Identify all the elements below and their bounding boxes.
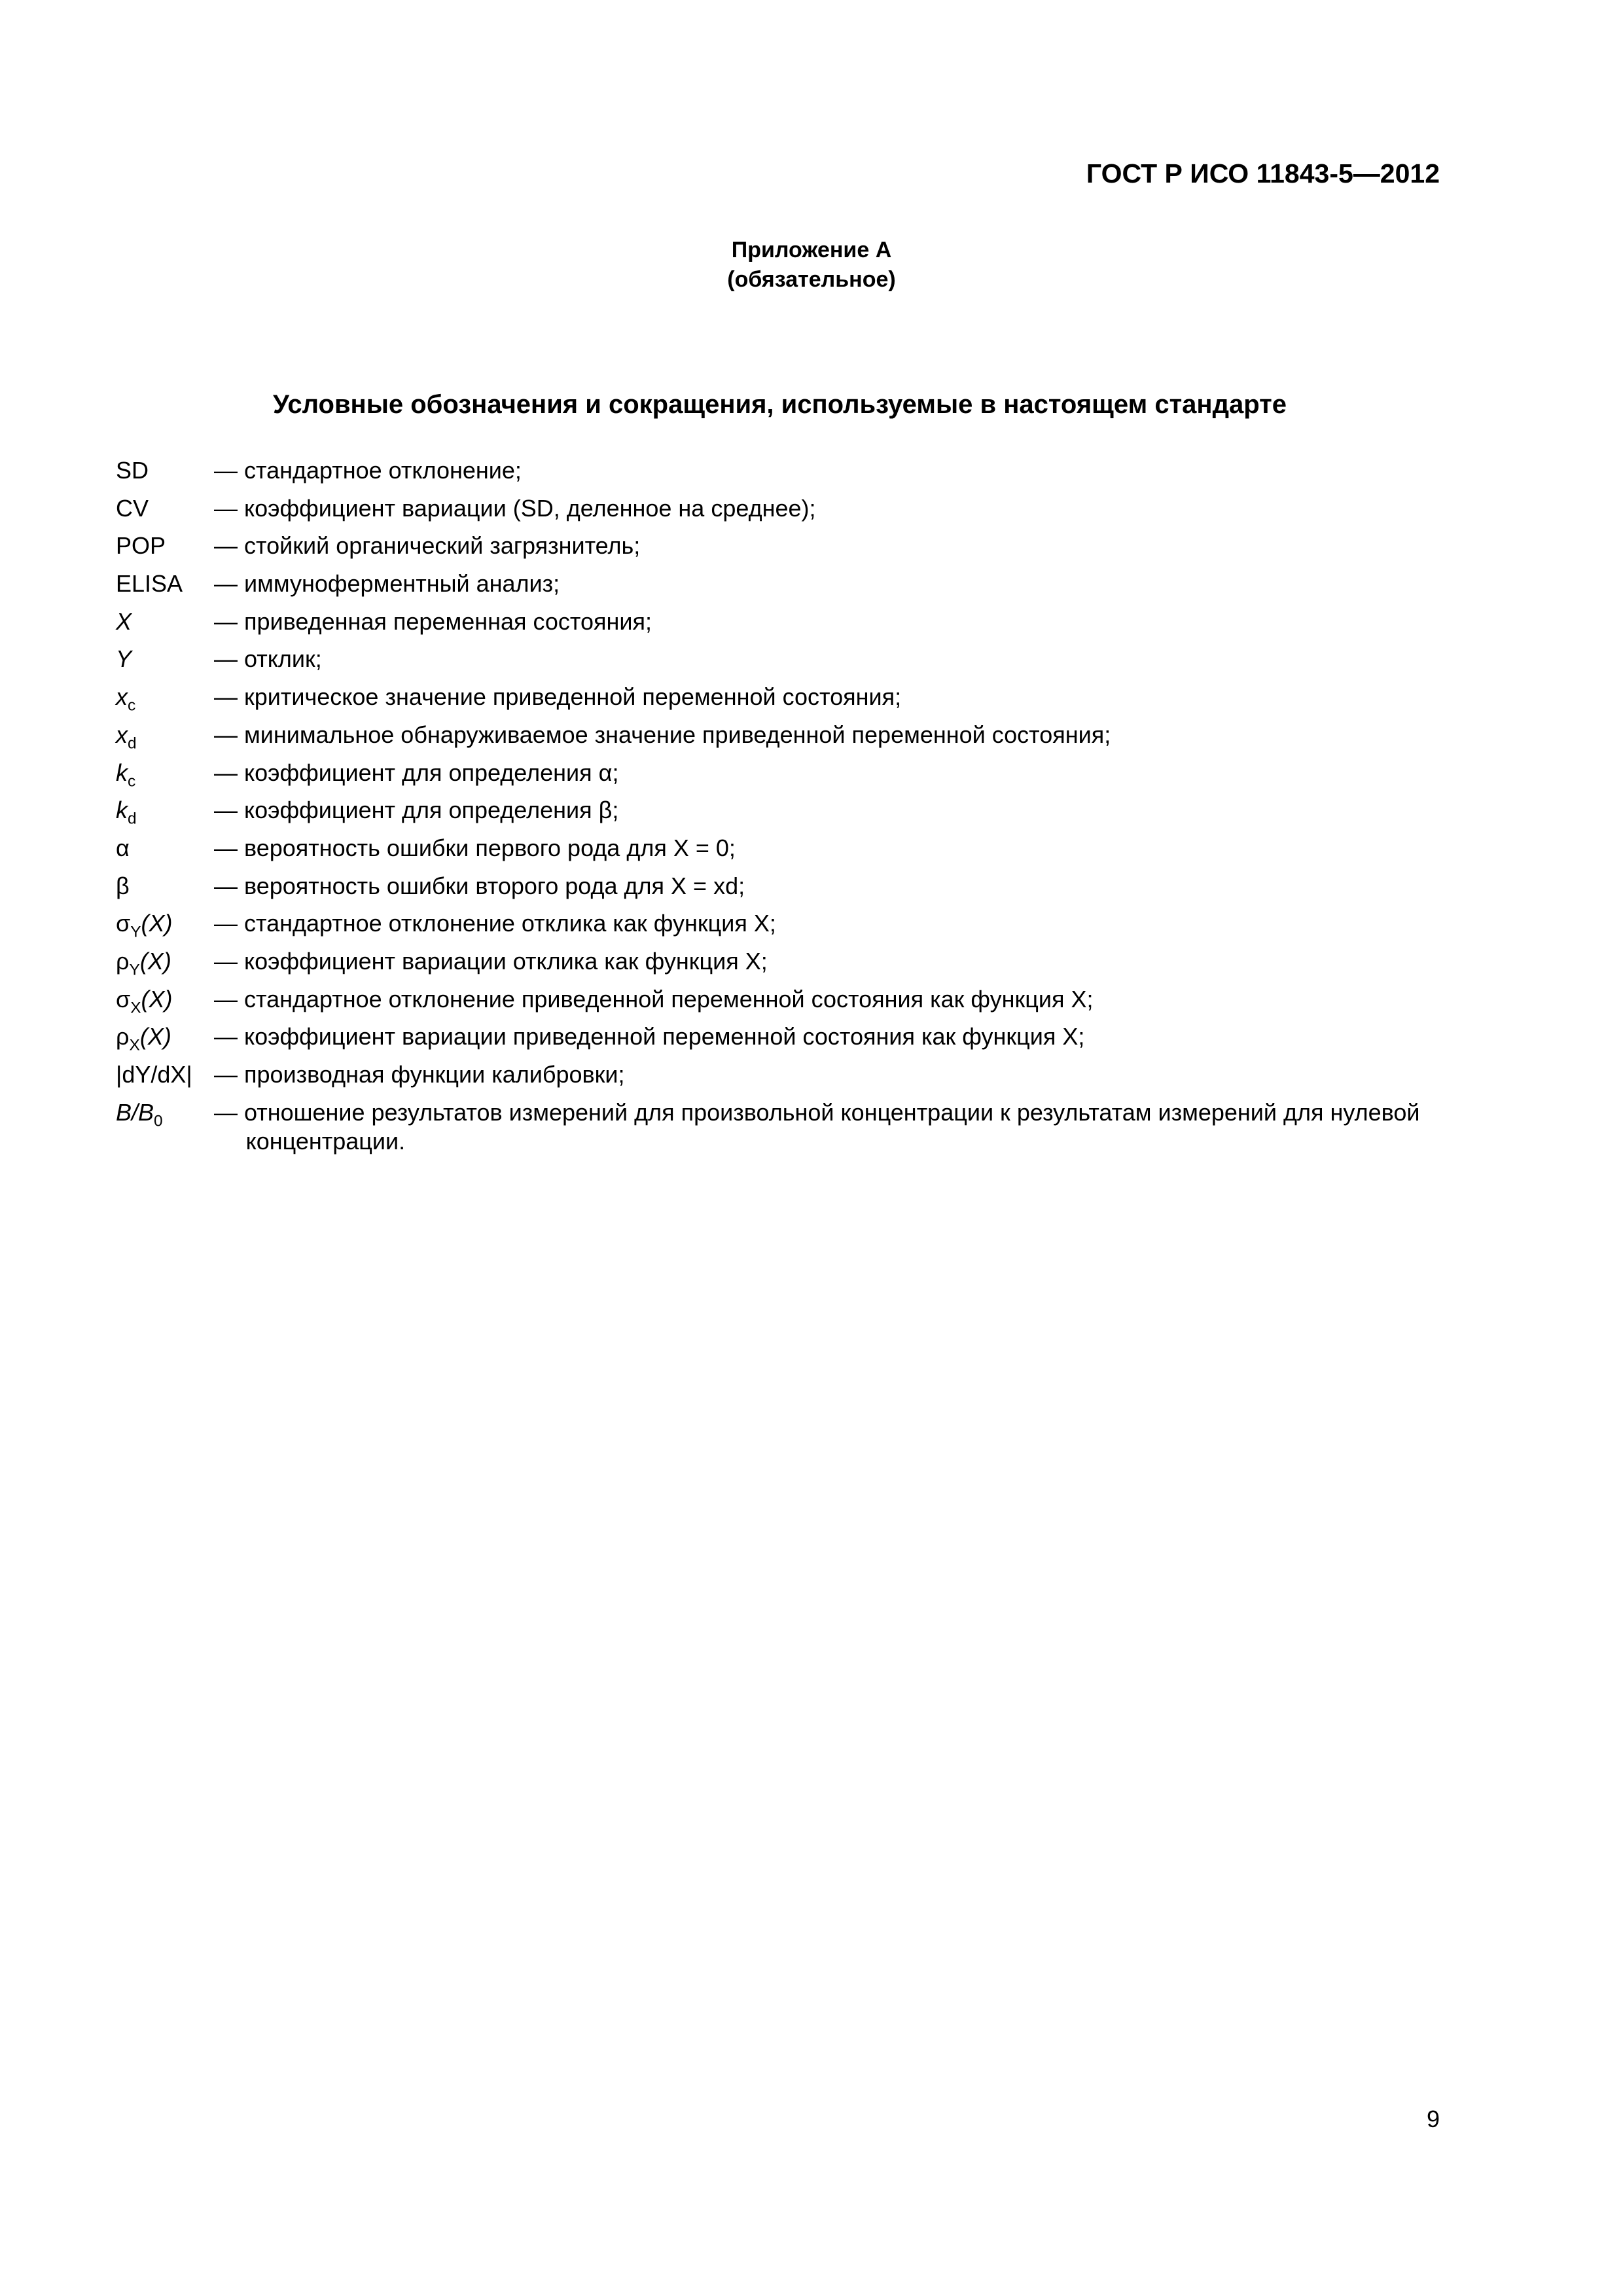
symbol-base: Y	[116, 645, 132, 673]
symbol	[116, 683, 214, 715]
symbol-base: B/B	[116, 1098, 154, 1126]
symbol-subscript: d	[128, 734, 137, 753]
symbol-description: — стандартное отклонение отклика как функция X;	[214, 910, 776, 937]
symbol	[116, 645, 214, 673]
list-item	[116, 1060, 1457, 1098]
symbol-description: — иммуноферментный анализ;	[214, 570, 560, 598]
symbol-description: — вероятность ошибки первого рода для X = 0;	[214, 834, 736, 861]
symbol-description: — коэффициент вариации приведенной переменной состояния как функция X;	[214, 1023, 1085, 1050]
page-number: 9	[1426, 2106, 1440, 2132]
symbol-description: — стойкий органический загрязнитель;	[214, 532, 641, 560]
list-item	[116, 796, 1457, 834]
symbol-description: — производная функции калибровки;	[214, 1061, 625, 1088]
symbol: ELISA	[116, 570, 183, 598]
symbol-subscript: d	[128, 810, 137, 828]
symbol	[116, 1022, 214, 1054]
symbol	[116, 985, 214, 1017]
list-item	[116, 834, 1457, 872]
list-item	[116, 721, 1457, 759]
symbol-argument: (X)	[139, 947, 171, 975]
symbol-subscript: c	[128, 772, 136, 791]
symbol: CV	[116, 494, 149, 522]
symbol	[116, 909, 214, 941]
list-item	[116, 872, 1457, 910]
symbol-description: — приведенная переменная состояния;	[214, 607, 652, 635]
symbol: |dY/dX|	[116, 1061, 192, 1088]
symbol-description: — коэффициент для определения β;	[214, 797, 619, 824]
list-item	[116, 1022, 1457, 1060]
list-item	[116, 569, 1457, 607]
document-code: ГОСТ Р ИСО 11843-5—2012	[1086, 158, 1440, 188]
symbol	[116, 1098, 214, 1130]
symbol-argument: (X)	[141, 985, 173, 1013]
symbol-base: x	[116, 683, 128, 711]
symbol-base: x	[116, 721, 128, 748]
symbol-argument: (X)	[141, 910, 173, 937]
symbol-description: — коэффициент вариации отклика как функция X;	[214, 947, 768, 975]
symbol-description: — стандартное отклонение приведенной переменной состояния как функция X;	[214, 985, 1094, 1013]
symbol-description: — коэффициент для определения α;	[214, 759, 619, 786]
list-item	[116, 759, 1457, 797]
symbol-base: σ	[116, 985, 131, 1013]
symbol	[116, 759, 214, 791]
list-item	[116, 456, 1457, 494]
symbol: β	[116, 872, 130, 899]
symbol-description: — минимальное обнаруживаемое значение приведенной переменной состояния;	[214, 721, 1111, 748]
symbol-description: — отклик;	[214, 645, 322, 673]
symbol	[116, 947, 214, 979]
symbols-list	[116, 456, 1457, 1156]
list-item	[116, 947, 1457, 985]
annex-title: Приложение А	[731, 238, 892, 262]
symbol-base: ρ	[116, 1023, 130, 1050]
symbol-subscript: X	[130, 999, 141, 1017]
symbol-base: σ	[116, 910, 131, 937]
symbol: POP	[116, 532, 166, 560]
symbol-description: — критическое значение приведенной переменной состояния;	[214, 683, 902, 711]
symbol: α	[116, 834, 130, 861]
list-item	[116, 1098, 1457, 1156]
symbol-argument: (X)	[139, 1023, 171, 1050]
symbol-subscript: 0	[154, 1112, 163, 1130]
annex-status: (обязательное)	[727, 267, 896, 292]
section-title: Условные обозначения и сокращения, используемые в настоящем стандарте	[273, 390, 1287, 419]
symbol-base: k	[116, 759, 128, 786]
list-item	[116, 683, 1457, 721]
list-item	[116, 607, 1457, 645]
symbol	[116, 607, 214, 636]
symbol-description: — отношение результатов измерений для произвольной концентрации к результатам измерений для нулевой концентрации.	[214, 1098, 1420, 1155]
symbol	[116, 721, 214, 753]
list-item	[116, 985, 1457, 1023]
list-item	[116, 494, 1457, 532]
symbol-base: X	[116, 607, 132, 635]
symbol	[116, 796, 214, 828]
list-item	[116, 909, 1457, 947]
symbol-subscript: c	[128, 696, 136, 715]
list-item	[116, 645, 1457, 683]
symbol-subscript: Y	[129, 961, 140, 979]
symbol-base: k	[116, 797, 128, 824]
list-item	[116, 531, 1457, 569]
symbol-description: — коэффициент вариации (SD, деленное на среднее);	[214, 494, 816, 522]
symbol-base: ρ	[116, 947, 130, 975]
symbol-description: — стандартное отклонение;	[214, 457, 522, 484]
symbol-description: — вероятность ошибки второго рода для X = xd;	[214, 872, 745, 899]
symbol-subscript: X	[129, 1036, 140, 1054]
symbol: SD	[116, 457, 149, 484]
symbol-subscript: Y	[130, 923, 141, 941]
